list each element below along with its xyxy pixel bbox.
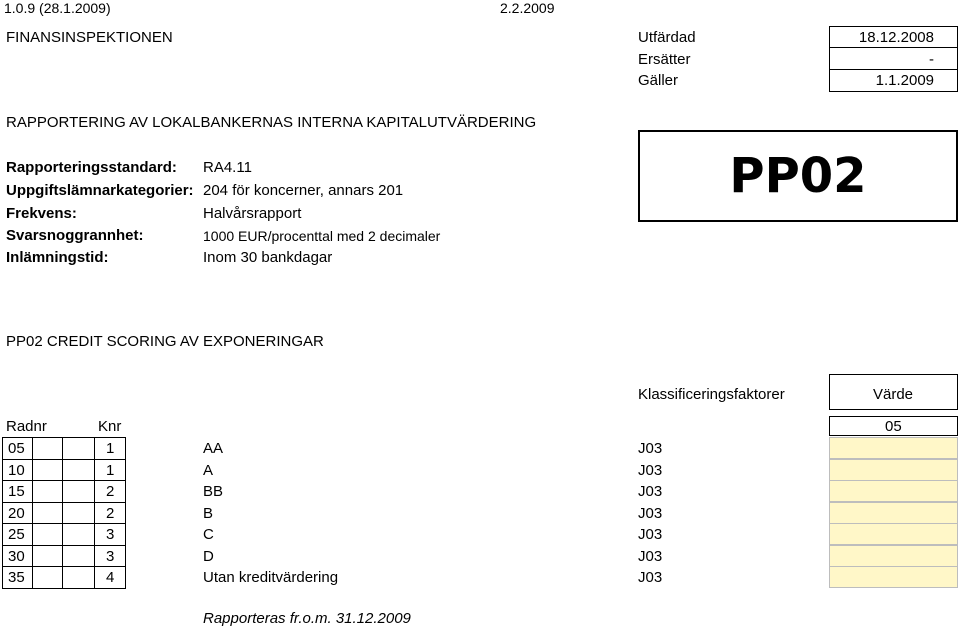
row-description: C	[203, 526, 214, 543]
value-input-cell[interactable]	[829, 502, 958, 524]
field-value-standard: RA4.11	[203, 159, 252, 176]
row-description: AA	[203, 440, 224, 457]
row-number: 15	[8, 483, 25, 500]
row-classification: J03	[638, 440, 663, 457]
row-classification: J03	[638, 526, 663, 543]
date-label: 2.2.2009	[500, 0, 555, 16]
column-header-knr: Knr	[98, 418, 122, 435]
row-description: D	[203, 548, 214, 565]
meta-value-valid: 1.1.2009	[875, 72, 934, 89]
value-input-cell[interactable]	[829, 459, 958, 481]
form-code-box	[638, 130, 958, 222]
row-classification: J03	[638, 462, 663, 479]
row-knr: 4	[106, 569, 115, 586]
value-input-cell[interactable]	[829, 545, 958, 567]
row-knr: 2	[106, 483, 115, 500]
column-header-value: Värde	[873, 386, 914, 403]
field-value-frequency: Halvårsrapport	[203, 205, 302, 222]
row-knr: 2	[106, 505, 115, 522]
field-label-accuracy: Svarsnoggrannhet:	[6, 227, 144, 244]
field-label-deadline: Inlämningstid:	[6, 249, 109, 266]
row-number: 30	[8, 548, 25, 565]
grid-row-divider	[2, 480, 126, 481]
grid-row-divider	[2, 502, 126, 503]
column-header-radnr: Radnr	[6, 418, 47, 435]
field-value-accuracy: 1000 EUR/procenttal med 2 decimaler	[203, 228, 441, 244]
row-description: B	[203, 505, 214, 522]
value-input-cell[interactable]	[829, 480, 958, 502]
row-number: 10	[8, 462, 25, 479]
row-number: 20	[8, 505, 25, 522]
report-title: RAPPORTERING AV LOKALBANKERNAS INTERNA KAPITALUTVÄRDERING	[6, 114, 537, 131]
grid-row-divider	[2, 523, 126, 524]
meta-value-issued: 18.12.2008	[858, 29, 934, 46]
field-label-standard: Rapporteringsstandard:	[6, 159, 177, 176]
meta-label-valid: Gäller	[638, 72, 679, 89]
meta-label-replaces: Ersätter	[638, 51, 691, 68]
value-column-code: 05	[885, 418, 902, 435]
meta-divider	[829, 47, 958, 48]
footer-note: Rapporteras fr.o.m. 31.12.2009	[203, 610, 411, 627]
row-description: Utan kreditvärdering	[203, 569, 339, 586]
column-header-classification: Klassificeringsfaktorer	[638, 386, 785, 403]
row-number: 05	[8, 440, 25, 457]
row-description: BB	[203, 483, 224, 500]
section-title: PP02 CREDIT SCORING AV EXPONERINGAR	[6, 333, 324, 350]
grid-row-divider	[2, 545, 126, 546]
row-classification: J03	[638, 548, 663, 565]
row-number: 35	[8, 569, 25, 586]
meta-divider	[829, 69, 958, 70]
value-input-cell[interactable]	[829, 437, 958, 459]
row-classification: J03	[638, 505, 663, 522]
grid-row-divider	[2, 459, 126, 460]
version-label: 1.0.9 (28.1.2009)	[4, 0, 111, 16]
field-value-deadline: Inom 30 bankdagar	[203, 249, 333, 266]
row-description: A	[203, 462, 214, 479]
row-number: 25	[8, 526, 25, 543]
row-knr: 3	[106, 526, 115, 543]
form-code: PP02	[729, 148, 867, 204]
org-name: FINANSINSPEKTIONEN	[6, 29, 173, 46]
row-classification: J03	[638, 483, 663, 500]
meta-value-replaces: -	[929, 51, 934, 68]
value-input-cell[interactable]	[829, 566, 958, 588]
row-knr: 3	[106, 548, 115, 565]
grid-row-divider	[2, 566, 126, 567]
value-input-cell[interactable]	[829, 523, 958, 545]
field-label-frequency: Frekvens:	[6, 205, 77, 222]
meta-label-issued: Utfärdad	[638, 29, 696, 46]
row-knr: 1	[106, 440, 115, 457]
field-value-categories: 204 för koncerner, annars 201	[203, 182, 404, 199]
field-label-categories: Uppgiftslämnarkategorier:	[6, 182, 194, 199]
row-knr: 1	[106, 462, 115, 479]
row-classification: J03	[638, 569, 663, 586]
